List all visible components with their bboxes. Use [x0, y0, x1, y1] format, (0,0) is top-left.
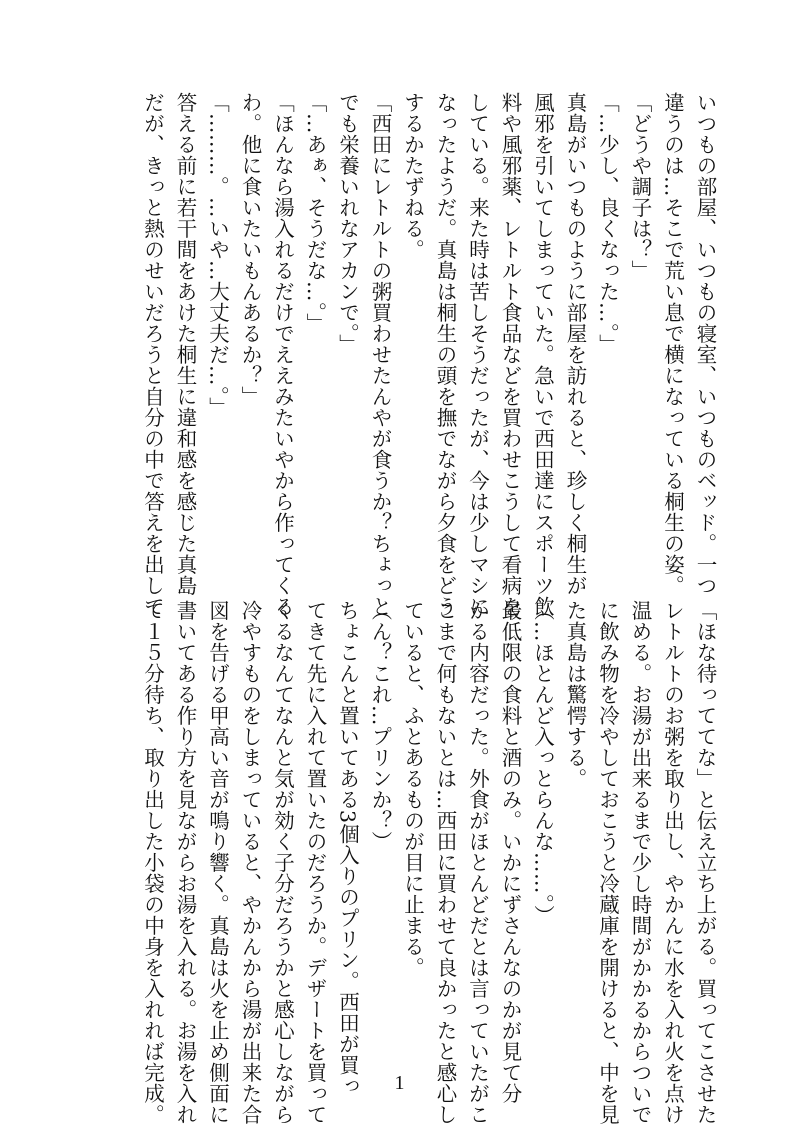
text-line: 温める。お湯が出来るまで少し時間がかかるからついで [628, 600, 652, 1125]
text-line: でも栄養いれなアカンで。」 [335, 92, 360, 355]
text-line: なったようだ。真島は桐生の頭を撫でながら夕食をどう [433, 92, 457, 617]
text-line: こまで何もないとは…西田に買わせて良かったと感心し [433, 600, 457, 1125]
text-line: （ん？これ…プリンか？） [368, 600, 392, 852]
text-line: している。来た時は苦しそうだったが、今は少しマシに [465, 92, 490, 617]
text-line: わ。他に食いたいもんあるか？」 [238, 92, 262, 407]
text-line: 書いてある作り方を見ながらお湯を入れる。お湯を入れ [173, 600, 197, 1125]
text-line: に飲み物を冷やしておこうと冷蔵庫を開けると、中を見 [595, 600, 620, 1125]
text-line: 「どうや調子は？」 [628, 92, 652, 281]
text-line: 「ほんなら湯入れるだけでええみたいやから作ってくる [270, 92, 295, 617]
text-line: 「ほな待っててな」と伝え立ち上がる。買ってこさせた [693, 600, 717, 1125]
text-line: かる内容だった。外食がほとんどだとは言っていたがこ [465, 600, 490, 1125]
text-line: 冷やすものをしまっていると、やかんから湯が出来た合 [238, 600, 262, 1125]
page-number: 1 [394, 1072, 405, 1094]
text-line: だが、きっと熱のせいだろうと自分の中で答えを出して [140, 92, 165, 617]
text-line: て１５分待ち、取り出した小袋の中身を入れれば完成。 [140, 600, 165, 1125]
text-line: 料や風邪薬、レトルト食品などを買わせこうして看病を [498, 92, 522, 617]
text-line: 答える前に若干間をあけた桐生に違和感を感じた真島 [173, 92, 197, 596]
text-line: 図を告げる甲高い音が鳴り響く。真島は火を止め側面に [205, 600, 230, 1125]
text-line: 最低限の食料と酒のみ。いかにずさんなのかが見て分 [498, 600, 522, 1104]
text-line: （…ほとんど入っとらんな……。） [530, 600, 555, 926]
text-line: 風邪を引いてしまっていた。急いで西田達にスポーツ飲 [530, 92, 555, 617]
text-line: 違うのは…そこで荒い息で横になっている桐生の姿。 [660, 92, 685, 596]
text-line: するかたずねる。 [400, 92, 425, 260]
text-line: 「…あぁ、そうだな…。」 [303, 92, 327, 334]
text-line: ちょこんと置いてある3個入りのプリン。西田が買っ [335, 600, 360, 1097]
text-line: てきて先に入れて置いたのだろうか。デザートを買って [303, 600, 327, 1125]
bottom-text-block [136, 600, 721, 1125]
text-line: レトルトのお粥を取り出し、やかんに水を入れ火を点け [660, 600, 685, 1125]
top-text-block [136, 92, 721, 617]
text-line: 真島がいつものように部屋を訪れると、珍しく桐生が [563, 92, 587, 596]
text-line: いつもの部屋、いつもの寝室、いつものベッド。一つ [693, 92, 717, 596]
text-line: 「…少し、良くなった…。」 [595, 92, 620, 355]
text-line: 「西田にレトルトの粥買わせたんやが食うか？ちょっと [368, 92, 392, 617]
text-line: 「………。…いや…大丈夫だ…。」 [205, 92, 230, 418]
text-line: くるなんてなんと気が効く子分だろうかと感心しながら [270, 600, 295, 1125]
text-line: た真島は驚愕する。 [563, 600, 587, 789]
text-line: ていると、ふとあるものが目に止まる。 [400, 600, 425, 978]
